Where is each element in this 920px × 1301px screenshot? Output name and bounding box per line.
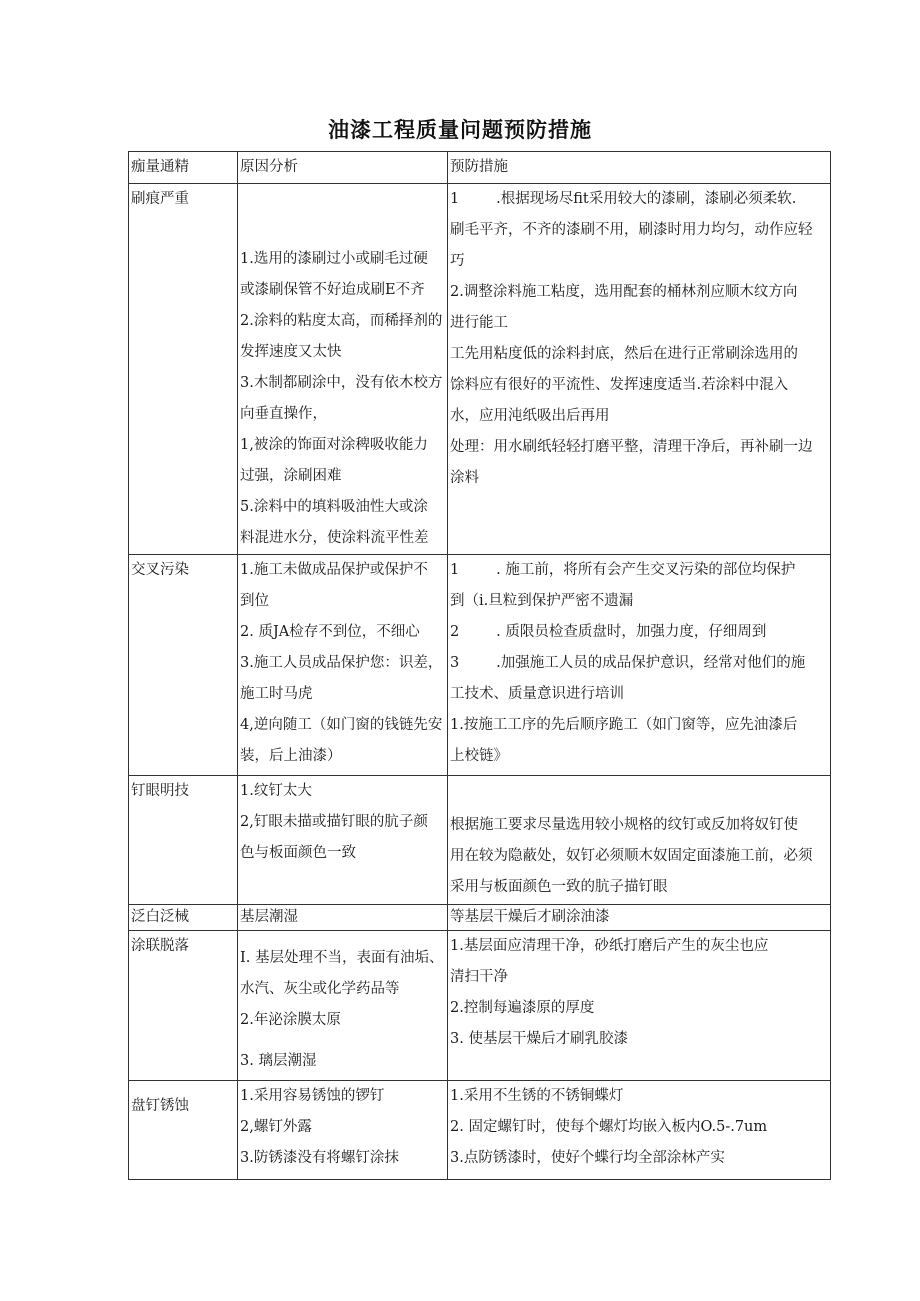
cause-line: 发挥速度又太快: [240, 344, 342, 360]
cause-line: 4,逆向随工（如门窗的钱链先安: [240, 717, 443, 733]
measure-line: 1.基层面应清理干净，砂纸打磨后产生的灰尘也应: [450, 938, 769, 954]
problem-cell: 涂联脱落: [129, 931, 238, 1081]
table-row: [129, 555, 831, 776]
cause-cell: [238, 555, 448, 776]
measure-line: 2 . 质限员检查质盘时，加强力度，仔细周到: [450, 624, 767, 640]
measure-cell: [448, 1081, 831, 1180]
table-row: [129, 184, 831, 555]
cause-line: 色与板面颜色一致: [240, 845, 356, 861]
cause-line: 基层潮湿: [240, 909, 298, 925]
cause-cell: [238, 1081, 448, 1180]
measure-cell: [448, 184, 831, 555]
problem-cell: 交叉污染: [129, 555, 238, 776]
cause-line: 2.年泌涂膜太原: [240, 1012, 341, 1028]
measure-cell: [448, 905, 831, 931]
measure-line: 3 .加强施工人员的成品保护意识，经常对他们的施: [450, 655, 806, 671]
cause-line: 2,螺钉外露: [240, 1119, 312, 1135]
measure-line: 采用与板面颜色一致的肮子描钉眼: [450, 879, 668, 895]
table-row: [129, 905, 831, 931]
measure-line: 上校链》: [450, 748, 508, 764]
measure-line: 刷毛平齐，不齐的漆刷不用，刷漆时用力均匀，动作应轻: [450, 222, 813, 238]
cause-line: 5.涂料中的填料吸油性大或涂: [240, 499, 428, 515]
cause-line: 向垂直操作，: [240, 406, 327, 422]
cause-cell: [238, 184, 448, 555]
problem-cell: 刷痕严重: [129, 184, 238, 555]
header-measure: 预防措施: [448, 152, 831, 184]
measure-line: 1 .根据现场尽fit采用较大的漆刷，漆刷必须柔软.: [450, 191, 797, 207]
measure-line: 处理：用水刷纸轻轻打磨平整，清理干净后，再补刷一边: [450, 439, 813, 455]
measure-line: 巧: [450, 253, 465, 269]
measure-line: 2.调整涂料施工粘度，选用配套的桶林剂应顺木纹方向: [450, 284, 798, 300]
measure-line: 3.点防锈漆时，使好个蝶行均全部涂林产实: [450, 1150, 725, 1166]
measure-line: 水，应用沌纸吸出后再用: [450, 408, 610, 424]
cause-cell: [238, 931, 448, 1081]
problem-cell: 泛白泛械: [129, 905, 238, 931]
cause-line: 3.木制都刷涂中，没有依木校方: [240, 375, 443, 391]
spacer: [450, 776, 828, 810]
measure-line: 3. 使基层干燥后才刷乳胶漆: [450, 1031, 628, 1047]
header-problem: 痂量通精: [129, 152, 238, 184]
cause-line: 1,被涂的饰面对涂稗吸收能力: [240, 437, 428, 453]
problem-cell: 钉眼明技: [129, 776, 238, 905]
table-row: [129, 776, 831, 905]
measure-line: 1.采用不生锈的不锈铜蝶灯: [450, 1088, 624, 1104]
table-row: [129, 1081, 831, 1180]
cause-line: 2,钉眼未描或描钉眼的肮子颜: [240, 814, 428, 830]
measure-line: 根据施工要求尽量选用较小规格的纹钉或反加将奴钉使: [450, 817, 798, 833]
cause-line: 水汽、灰尘或化学药品等: [240, 981, 400, 997]
page-title: 油漆工程质量问题预防措施: [328, 118, 592, 142]
cause-line: 1.采用容易锈蚀的锣钉: [240, 1088, 385, 1104]
cause-line: 1.纹钉太大: [240, 783, 312, 799]
cause-line: 2.涂料的粘度太高，而稀择剂的: [240, 313, 443, 329]
spacer: [240, 931, 445, 943]
measure-cell: [448, 931, 831, 1081]
measure-line: 1.按施工工序的先后顺序跪工（如门窗等，应先油漆后: [450, 717, 798, 733]
cause-line: 装，后上油漆）: [240, 748, 342, 764]
measure-line: 工先用粘度低的涂料封底，然后在进行正常刷涂选用的: [450, 346, 798, 362]
cause-line: 料混进水分，使涂料流平性差: [240, 530, 429, 546]
quality-measures-table: [128, 151, 831, 1180]
cause-line: 3.防锈漆没有将螺钉涂抹: [240, 1150, 399, 1166]
cause-line: 2. 质JA检存不到位，不细心: [240, 624, 420, 640]
measure-line: 2.控制每遍漆原的厚度: [450, 1000, 595, 1016]
cause-line: 1.选用的漆刷过小或刷毛过硬: [240, 251, 428, 267]
cause-line: 施工时马虎: [240, 686, 313, 702]
spacer: [131, 1081, 235, 1091]
cause-line: 1.施工未做成品保护或保护不: [240, 562, 428, 578]
measure-line: 清扫干净: [450, 969, 508, 985]
table-header-row: [129, 152, 831, 184]
measure-cell: [448, 776, 831, 905]
cause-line: I. 基层处理不当，表面有油垢、: [240, 950, 444, 966]
measure-line: 2. 固定螺钉时，使每个螺灯均嵌入板内O.5-.7um: [450, 1119, 768, 1135]
problem-label: 盘钉锈蚀: [131, 1098, 189, 1114]
measure-line: 1 . 施工前，将所有会产生交叉污染的部位均保护: [450, 562, 796, 578]
measure-line: 进行能工: [450, 315, 508, 331]
measure-line: 等基层干燥后才刷涂油漆: [450, 909, 610, 925]
measure-line: 到（i.旦粒到保护严密不遗漏: [450, 593, 634, 609]
measure-line: 工技术、质量意识进行培训: [450, 686, 624, 702]
measure-line: 馀料应有很好的平流性、发挥速度适当.若涂料中混入: [450, 377, 789, 393]
cause-line: 3. 璃层潮湿: [240, 1053, 317, 1069]
spacer: [240, 184, 445, 244]
cause-line: 或漆刷保管不好迨成刷E不齐: [240, 282, 425, 298]
problem-cell: [129, 1081, 238, 1180]
cause-cell: [238, 905, 448, 931]
table-row: [129, 931, 831, 1081]
cause-line: 3.施工人员成品保护您：识差，: [240, 655, 443, 671]
cause-line: 过强，涂刷困难: [240, 468, 342, 484]
cause-cell: [238, 776, 448, 905]
header-cause: 原因分析: [238, 152, 448, 184]
measure-line: 涂料: [450, 470, 479, 486]
measure-line: 用在较为隐蔽处，奴钉必须顺木奴固定面漆施工前，必须: [450, 848, 813, 864]
cause-line: 到位: [240, 593, 269, 609]
measure-cell: [448, 555, 831, 776]
